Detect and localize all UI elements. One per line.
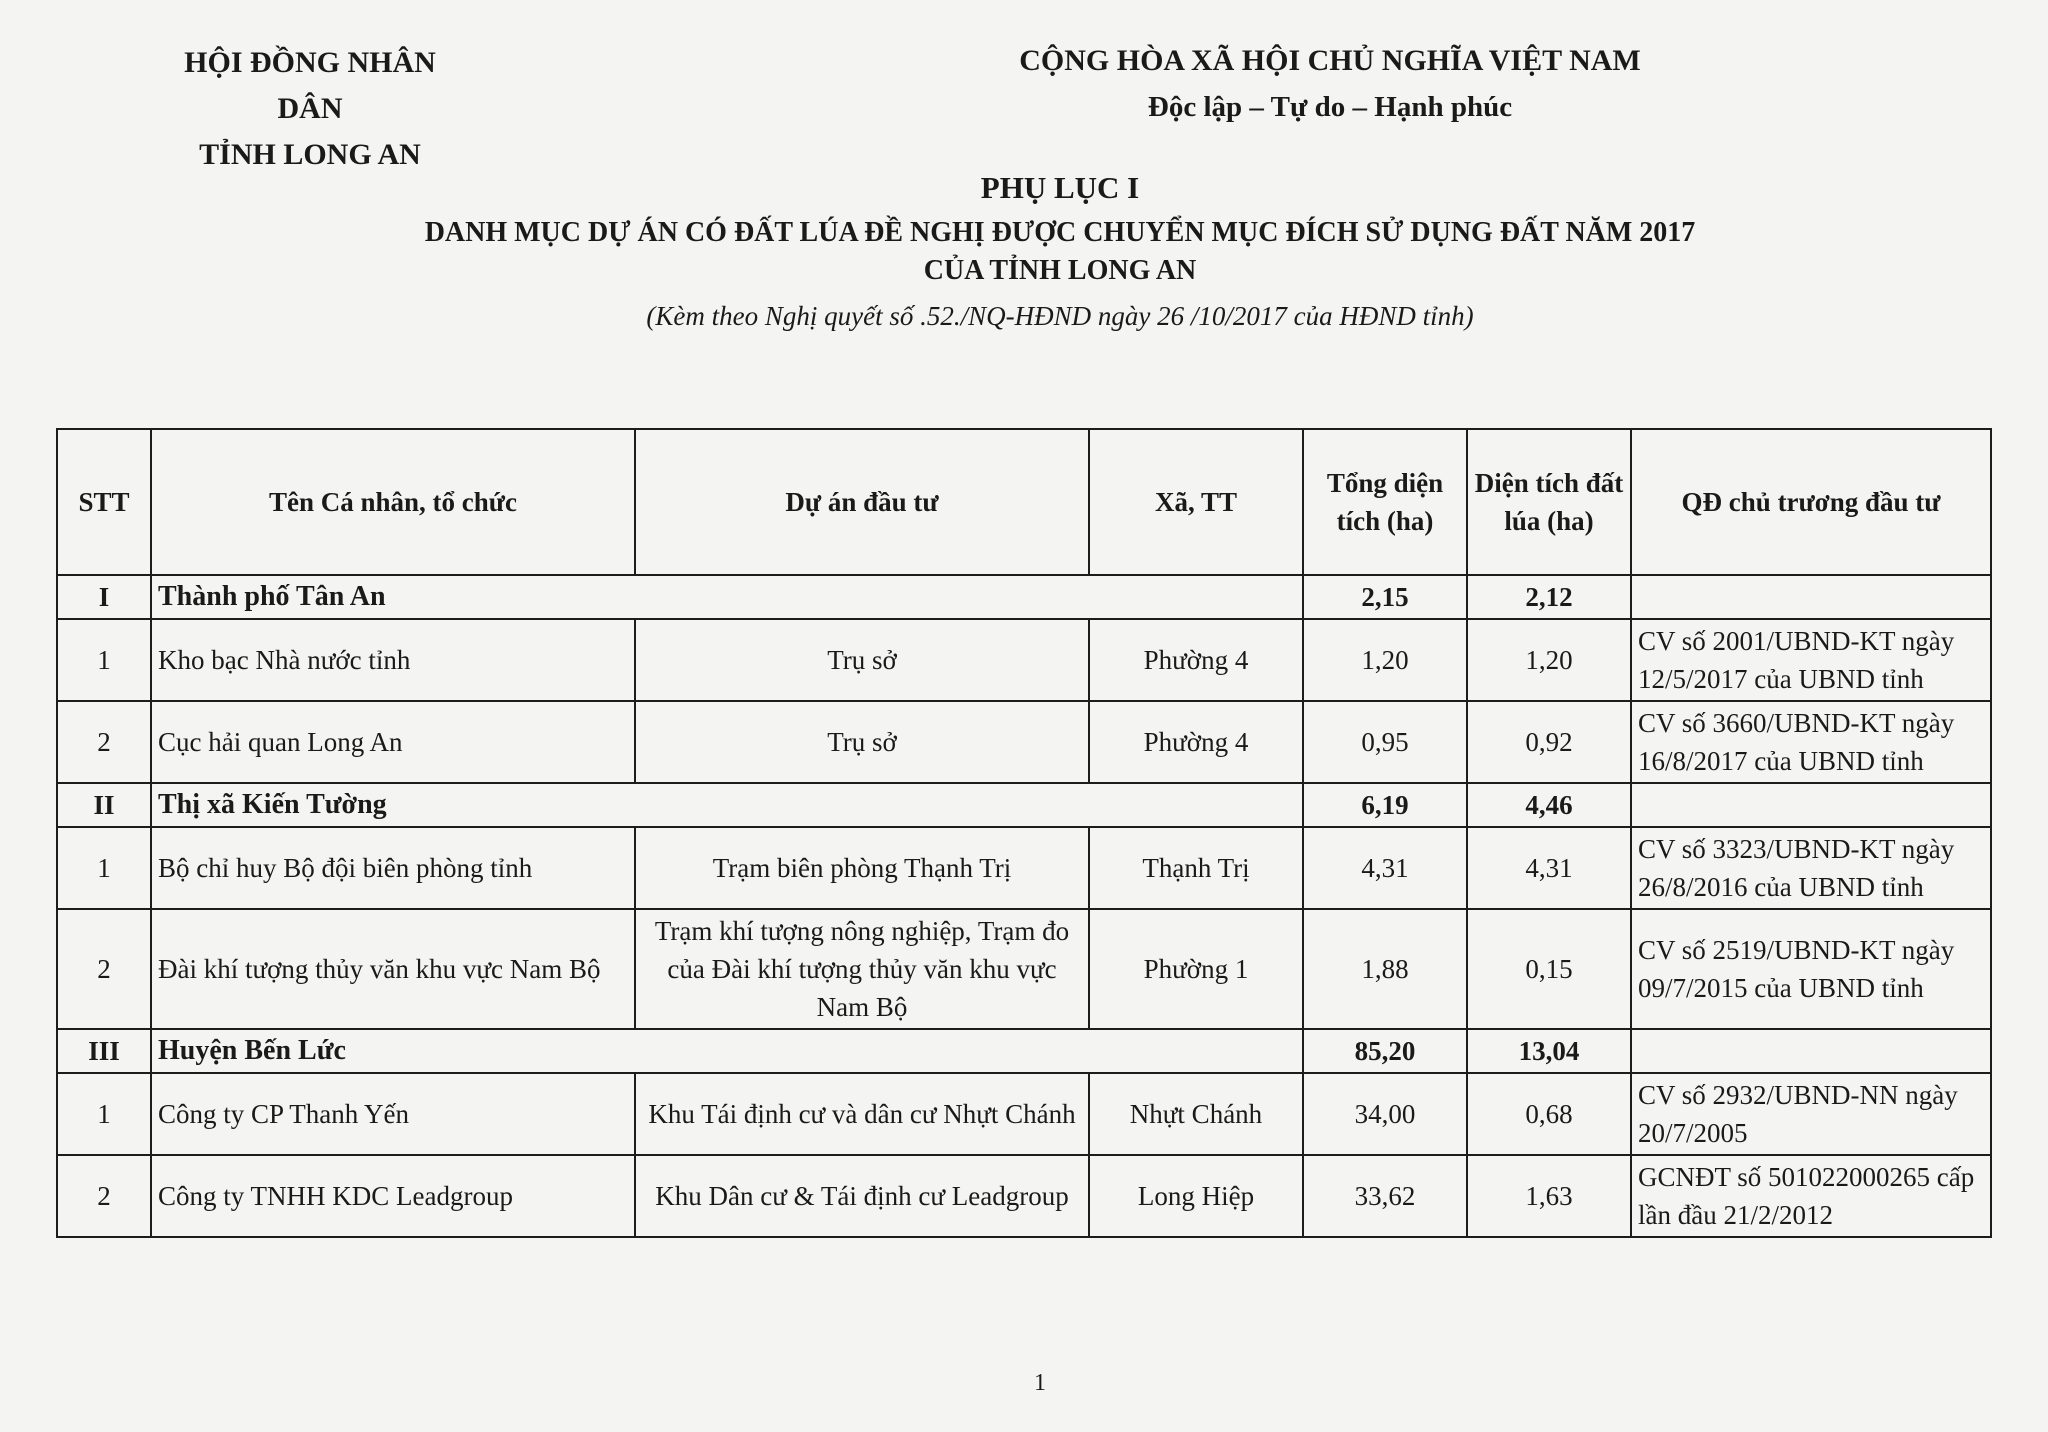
row-rice-area: 1,63 (1467, 1155, 1631, 1237)
table-row (57, 619, 1991, 701)
table-row (57, 1155, 1991, 1237)
row-project: Trạm biên phòng Thạnh Trị (635, 827, 1089, 909)
title-line-2: CỦA TỈNH LONG AN (923, 255, 1197, 286)
header-total-area: Tổng diện tích (ha) (1303, 429, 1467, 575)
table-row (57, 909, 1991, 1029)
page-number: 1 (1034, 1370, 1046, 1396)
row-commune: Thạnh Trị (1089, 827, 1303, 909)
row-decision: CV số 2001/UBND-KT ngày 12/5/2017 của UBND tỉnh (1631, 619, 1991, 701)
group-total-area: 85,20 (1303, 1029, 1467, 1073)
row-name: Kho bạc Nhà nước tỉnh (151, 619, 635, 701)
title-line-1: DANH MỤC DỰ ÁN CÓ ĐẤT LÚA ĐỀ NGHỊ ĐƯỢC CHUYỂN MỤC ĐÍCH SỬ DỤNG ĐẤT NĂM 2017 (424, 217, 1696, 248)
row-stt: 2 (57, 909, 151, 1029)
group-stt: III (57, 1029, 151, 1073)
row-name: Cục hải quan Long An (151, 701, 635, 783)
header-commune: Xã, TT (1089, 429, 1303, 575)
row-name: Đài khí tượng thủy văn khu vực Nam Bộ (151, 909, 635, 1029)
group-rice-area: 2,12 (1467, 575, 1631, 619)
row-decision: CV số 2519/UBND-KT ngày 09/7/2015 của UBND tỉnh (1631, 909, 1991, 1029)
group-decision (1631, 1029, 1991, 1073)
header-project: Dự án đầu tư (635, 429, 1089, 575)
table-row (57, 701, 1991, 783)
row-total-area: 1,88 (1303, 909, 1467, 1029)
row-name: Công ty CP Thanh Yến (151, 1073, 635, 1155)
group-stt: I (57, 575, 151, 619)
row-commune: Nhựt Chánh (1089, 1073, 1303, 1155)
row-decision: CV số 3660/UBND-KT ngày 16/8/2017 của UBND tỉnh (1631, 701, 1991, 783)
group-total-area: 6,19 (1303, 783, 1467, 827)
row-name: Bộ chỉ huy Bộ đội biên phòng tỉnh (151, 827, 635, 909)
header-rice-area: Diện tích đất lúa (ha) (1467, 429, 1631, 575)
group-decision (1631, 783, 1991, 827)
country-name: CỘNG HÒA XÃ HỘI CHỦ NGHĨA VIỆT NAM (1019, 44, 1641, 77)
row-commune: Phường 4 (1089, 619, 1303, 701)
row-rice-area: 1,20 (1467, 619, 1631, 701)
row-total-area: 4,31 (1303, 827, 1467, 909)
row-total-area: 34,00 (1303, 1073, 1467, 1155)
row-rice-area: 0,15 (1467, 909, 1631, 1029)
header-decision: QĐ chủ trương đầu tư (1631, 429, 1991, 575)
group-name: Huyện Bến Lức (151, 1029, 1303, 1073)
appendix-title: PHỤ LỤC I (980, 170, 1140, 205)
row-stt: 1 (57, 827, 151, 909)
resolution-reference: (Kèm theo Nghị quyết số .52./NQ-HĐND ngày 26 /10/2017 của HĐND tỉnh) (646, 301, 1474, 331)
row-project: Khu Tái định cư và dân cư Nhựt Chánh (635, 1073, 1089, 1155)
motto: Độc lập – Tự do – Hạnh phúc (1147, 91, 1513, 123)
row-rice-area: 0,92 (1467, 701, 1631, 783)
row-total-area: 33,62 (1303, 1155, 1467, 1237)
header-name: Tên Cá nhân, tổ chức (151, 429, 635, 575)
row-stt: 2 (57, 1155, 151, 1237)
row-commune: Long Hiệp (1089, 1155, 1303, 1237)
group-name: Thị xã Kiến Tường (151, 783, 1303, 827)
row-rice-area: 4,31 (1467, 827, 1631, 909)
row-commune: Phường 4 (1089, 701, 1303, 783)
row-project: Khu Dân cư & Tái định cư Leadgroup (635, 1155, 1089, 1237)
issuing-authority (150, 40, 470, 178)
group-decision (1631, 575, 1991, 619)
row-decision: CV số 3323/UBND-KT ngày 26/8/2016 của UBND tỉnh (1631, 827, 1991, 909)
row-project: Trụ sở (635, 701, 1089, 783)
project-table (56, 428, 1992, 1238)
group-name: Thành phố Tân An (151, 575, 1303, 619)
row-project: Trạm khí tượng nông nghiệp, Trạm đo của Đài khí tượng thủy văn khu vực Nam Bộ (635, 909, 1089, 1029)
table-row (57, 827, 1991, 909)
group-row (57, 1029, 1991, 1073)
group-row (57, 783, 1991, 827)
group-row (57, 575, 1991, 619)
table-header-row (57, 429, 1991, 575)
group-rice-area: 4,46 (1467, 783, 1631, 827)
authority-line-2: TỈNH LONG AN (199, 138, 421, 171)
row-total-area: 1,20 (1303, 619, 1467, 701)
row-total-area: 0,95 (1303, 701, 1467, 783)
row-stt: 1 (57, 619, 151, 701)
document-title (300, 166, 1820, 336)
authority-line-1: HỘI ĐỒNG NHÂN DÂN (184, 46, 436, 125)
row-name: Công ty TNHH KDC Leadgroup (151, 1155, 635, 1237)
group-stt: II (57, 783, 151, 827)
row-rice-area: 0,68 (1467, 1073, 1631, 1155)
row-project: Trụ sở (635, 619, 1089, 701)
national-motto (930, 38, 1730, 130)
row-commune: Phường 1 (1089, 909, 1303, 1029)
row-decision: GCNĐT số 501022000265 cấp lần đầu 21/2/2012 (1631, 1155, 1991, 1237)
row-stt: 2 (57, 701, 151, 783)
table-row (57, 1073, 1991, 1155)
row-decision: CV số 2932/UBND-NN ngày 20/7/2005 (1631, 1073, 1991, 1155)
group-rice-area: 13,04 (1467, 1029, 1631, 1073)
row-stt: 1 (57, 1073, 151, 1155)
header-stt: STT (57, 429, 151, 575)
group-total-area: 2,15 (1303, 575, 1467, 619)
